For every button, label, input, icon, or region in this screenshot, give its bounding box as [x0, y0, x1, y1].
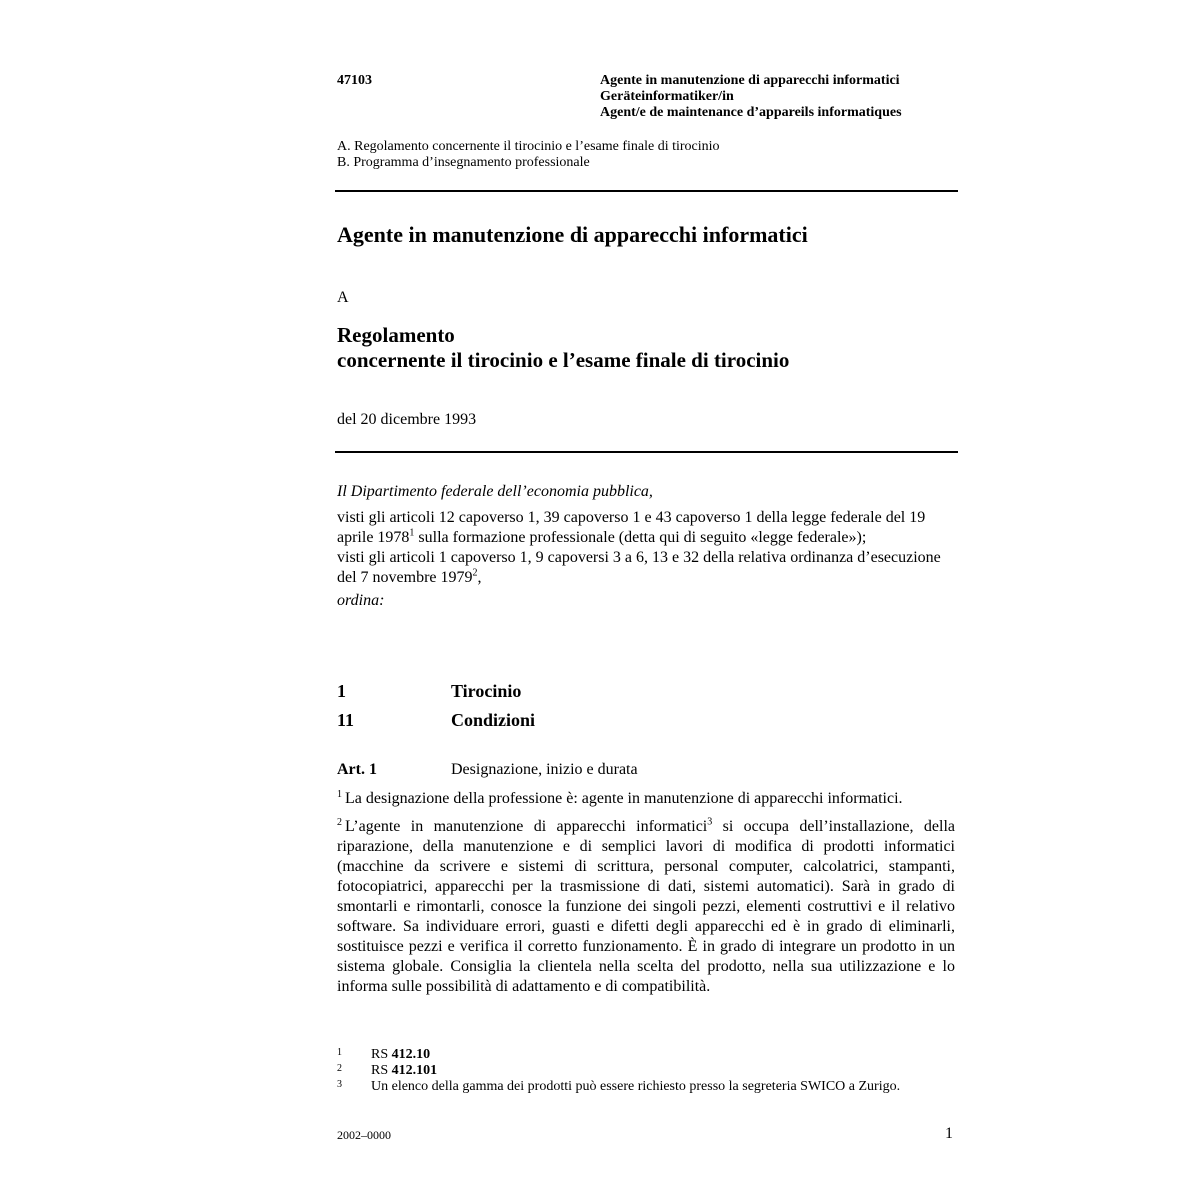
- subsection-heading: [337, 710, 535, 731]
- preamble-ordina: ordina:: [337, 592, 385, 609]
- divider: [335, 190, 958, 192]
- footnote-item: 2 RS 412.101: [337, 1063, 438, 1078]
- paragraph-number: 2: [337, 816, 342, 828]
- title-italian: Agente in manutenzione di apparecchi informatici: [600, 73, 900, 88]
- article-paragraph-2: $^2$ L’agente in manutenzione di apparecchi informatici$^3$ si occupa dell’installazione, della riparazione, della manutenzione e di semplici lavori di modifica di prodotti informatici (macchine da scrivere e sistemi di scrittura, personal computer, calcolatrici, stampanti, fotocopiatrici, apparecchi per la trasmissione di dati, sistemi automatici). Sarà in grado di smontarli e rimontarli, conosce la funzione dei singoli pezzi, elementi costruttivi e il relativo software. Sa individuare errori, guasti e difetti degli apparecchi ed è in grado di eliminarli, sostituisce pezzi e verifica il corretto funzionamento. È in grado di integrare un prodotto in un sistema globale. Consiglia la clientela nella scelta del prodotto, nella sua utilizzazione e lo informa sulle possibilità di adattamento e di compatibilità.: [337, 816, 955, 995]
- preamble-visti-2: visti gli articoli 1 capoverso 1, 9 capoversi 3 a 6, 13 e 32 della relativa ordinanza d’esecuzione del 7 novembre 1979$^2$,: [337, 549, 941, 586]
- page-number: 1: [945, 1125, 953, 1142]
- title-french: Agent/e de maintenance d’appareils informatiques: [600, 105, 902, 120]
- part-b-item: B. Programma d’insegnamento professionale: [337, 155, 590, 170]
- article-heading: [337, 761, 638, 779]
- main-title: Agente in manutenzione di apparecchi informatici: [337, 222, 808, 247]
- title-german: Geräteinformatiker/in: [600, 89, 734, 104]
- footnote-ref[interactable]: 1: [409, 527, 415, 539]
- section-title: Tirocinio: [451, 681, 522, 701]
- footnote-item: 1 RS 412.10: [337, 1047, 431, 1062]
- regulation-title-line2: concernente il tirocinio e l’esame finale di tirocinio: [337, 348, 790, 372]
- section-title: Condizioni: [451, 710, 536, 730]
- footnote-ref[interactable]: 3: [707, 816, 713, 828]
- parts-list: [337, 139, 720, 171]
- preamble-authority: Il Dipartimento federale dell’economia pubblica,: [337, 483, 653, 500]
- section-number: 11: [337, 710, 355, 730]
- regulation-date: del 20 dicembre 1993: [337, 411, 477, 428]
- article-title: Designazione, inizio e durata: [451, 761, 638, 778]
- regulation-title: [337, 323, 789, 373]
- article-label: Art. 1: [337, 761, 377, 778]
- paragraph-number: 1: [337, 788, 342, 800]
- section-heading: [337, 681, 521, 702]
- footnotes: [337, 1047, 900, 1095]
- section-number: 1: [337, 681, 346, 701]
- part-letter: A: [337, 289, 349, 306]
- preamble: [337, 482, 957, 611]
- document-number: 47103: [337, 73, 372, 88]
- profession-titles: [600, 73, 902, 121]
- footnote-item: 3 Un elenco della gamma dei prodotti può essere richiesto presso la segreteria SWICO a Zurigo.: [337, 1079, 901, 1094]
- article-paragraph-1: $^1$ La designazione della professione è: agente in manutenzione di apparecchi informatici.: [337, 788, 903, 807]
- footnote-ref[interactable]: 2: [472, 567, 478, 579]
- footer-code: 2002–0000: [337, 1128, 391, 1142]
- part-a-item: A. Regolamento concernente il tirocinio e l’esame finale di tirocinio: [337, 139, 720, 154]
- regulation-title-line1: Regolamento: [337, 323, 455, 347]
- preamble-visti-1: visti gli articoli 12 capoverso 1, 39 capoverso 1 e 43 capoverso 1 della legge federale del 19 aprile 1978$^1$ sulla formazione professionale (detta qui di seguito «legge federale»);: [337, 509, 926, 546]
- divider: [335, 451, 958, 453]
